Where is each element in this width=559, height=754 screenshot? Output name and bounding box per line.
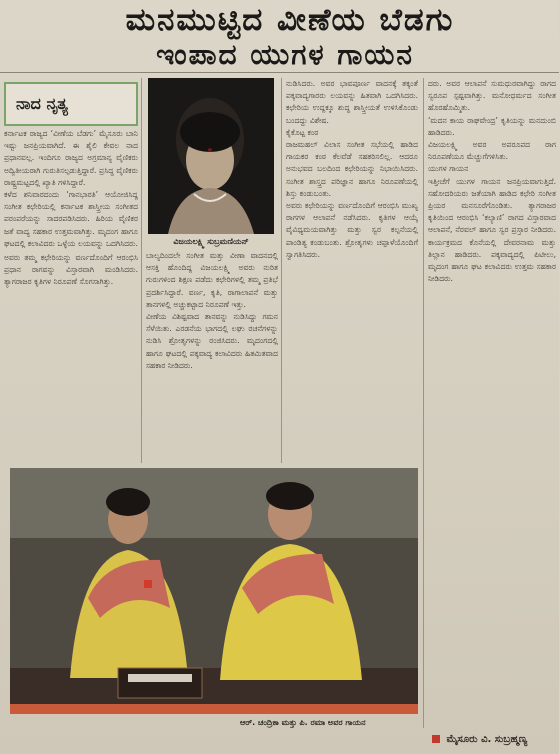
portrait-caption: ವಿಜಯಲಕ್ಷ್ಮಿ ಸುಬ್ರಮಣಿಯನ್ [173,237,249,246]
article-column-2 [146,250,278,462]
article-column-4 [428,78,556,728]
column-1-text: ಕರ್ನಾಟಕ ರಾಜ್ಯದ ‘ವೀಣೆಯ ಬೆಡಗು’ ಮೈಸೂರು ಬಾನಿ ಇಷ್ಟು ಜನಪ್ರಿಯವಾಗಿದೆ. ಈ ಶೈಲಿ ಕೇವಲ ನಾದ ಪ್ರಧಾನವಲ್ಲ. ಇಂದಿಗೂ ರಾಜ್ಯದ ಅಗ್ರಮಾನ್ಯ ವೈಣಿಕರು ಅದ್ವಿತೀಯರಾಗಿ ಗುರುತಿಸಲ್ಪಡುತ್ತಿದ್ದಾರೆ. ಪ್ರಸಿದ್ಧ ವೈಣಿಕರು ರಾಷ್ಟ್ರಮಟ್ಟದಲ್ಲಿ ಖ್ಯಾತಿ ಗಳಿಸಿದ್ದಾರೆ. ಕಳೆದ ಶನಿವಾರದಂದು ‘ಗಾನಭಾರತಿ’ ಆಯೋಜಿಸಿದ್ದ ಸಂಗೀತ ಕಛೇರಿಯಲ್ಲಿ ಕರ್ನಾಟಕ ಶಾಸ್ತ್ರೀಯ ಸಂಗೀತದ ಪರಂಪರೆಯನ್ನು ಸಾದರಪಡಿಸಿದರು. ಹಿರಿಯ ವೈಣಿಕರ ಜತೆ ವಾದ್ಯ ಸಹಕಾರ ಉತ್ತಮವಾಗಿತ್ತು. ಮೃದಂಗ ಹಾಗೂ ಘಟದಲ್ಲಿ ಕಲಾವಿದರು ಒಳ್ಳೆಯ ಲಯವನ್ನು ಒದಗಿಸಿದರು. [4,129,138,248]
section-label: ನಾದ ನೃತ್ಯ [16,94,68,113]
performance-photo [10,468,418,714]
byline [432,734,527,745]
photo-caption: ಆರ್. ಚಂದ್ರಿಕಾ ಮತ್ತು ಪಿ. ರಮಾ ಅವರ ಗಾಯನ [240,718,366,727]
column-1-text-lower: ಅವರು ತಮ್ಮ ಕಛೇರಿಯನ್ನು ವರ್ಣದೊಂದಿಗೆ ಆರಂಭಿಸಿ ಪ್ರಧಾನ ರಾಗವನ್ನು ವಿಸ್ತಾರವಾಗಿ ಮಂಡಿಸಿದರು. ತ್ಯಾಗರಾಜರ ಕೃತಿಗಳ ನಿರೂಪಣೆ ಸೊಗಸಾಗಿತ್ತು. [4,253,138,287]
column-divider [423,78,424,728]
header-divider [0,72,559,73]
article-column-1 [4,128,138,463]
byline-marker-icon [432,735,440,743]
portrait-photo [148,78,274,234]
headline: ಮನಮುಟ್ಟಿದ ವೀಣೆಯ ಬೆಡಗು [125,2,455,38]
column-4-text: ದರು. ಅವರ ಆಲಾಪನೆ ಸುಮಧುರವಾಗಿದ್ದು ರಾಗದ ಸ್ವರೂಪ ಸ್ಪಷ್ಟವಾಗಿತ್ತು. ಮನೋಧರ್ಮದ ಸಂಗೀತ ಹೊರಹೊಮ್ಮಿತು. ‘ಮದನ ಕಾಯ ರಾಘವೇಂದ್ರ’ ಕೃತಿಯನ್ನು ಮನದುಂಬಿ ಹಾಡಿದರು. ವಿಜಯಲಕ್ಷ್ಮಿ ಅವರ ಅಪರೂಪದ ರಾಗ ನಿರೂಪಣೆಯೂ ಮೆಚ್ಚುಗೆಗಳಿಸಿತು. ಯುಗಳ ಗಾಯನ ಇತ್ತೀಚೆಗೆ ಯುಗಳ ಗಾಯನ ಜನಪ್ರಿಯವಾಗುತ್ತಿದೆ. ಸಹೋದರಿಯರು ಜತೆಯಾಗಿ ಹಾಡಿದ ಕಛೇರಿ ಸಂಗೀತ ಪ್ರಿಯರ ಮನಸೂರೆಗೊಂಡಿತು. ತ್ಯಾಗರಾಜರ ಕೃತಿಯಿಂದ ಆರಂಭಿಸಿ ‘ಕಲ್ಯಾಣಿ’ ರಾಗದ ವಿಸ್ತಾರವಾದ ಆಲಾಪನೆ, ನೆರವಲ್ ಹಾಗೂ ಸ್ವರ ಪ್ರಸ್ತಾರ ನೀಡಿದರು. ಕಾರ್ಯಕ್ರಮದ ಕೊನೆಯಲ್ಲಿ ದೇವರನಾಮ ಮತ್ತು ತಿಲ್ಲಾನ ಹಾಡಿದರು. ಪಕ್ಕವಾದ್ಯದಲ್ಲಿ ಪಿಟೀಲು, ಮೃದಂಗ ಹಾಗೂ ಘಟ ಕಲಾವಿದರು ಉತ್ತಮ ಸಹಕಾರ ನೀಡಿದರು. [428,79,556,284]
subheadline: ಇಂಪಾದ ಯುಗಳ ಗಾಯನ [156,38,414,71]
column-3-text: ನುಡಿಸಿದರು. ಅವರ ಭಾವಪೂರ್ಣ ವಾದನಕ್ಕೆ ತಕ್ಕಂತೆ ಪಕ್ಕವಾದ್ಯಗಾರರು ಲಯವನ್ನು ಹಿತವಾಗಿ ಒದಗಿಸಿದರು. ಕಛೇರಿಯ ಉದ್ದಕ್ಕೂ ಶುದ್ಧ ಶಾಸ್ತ್ರೀಯತೆ ಉಳಿಸಿಕೊಂಡು ಬಂದದ್ದು ವಿಶೇಷ. ಕೈಕೊಟ್ಟ ಕಂಠ ರಾಜಮಹಲ್ ವಿಲಾಸ ಸಂಗೀತ ಸಭೆಯಲ್ಲಿ ಹಾಡಿದ ಗಾಯಕರ ಕಂಠ ಕೆಲವೆಡೆ ಸಹಕರಿಸಲಿಲ್ಲ. ಆದರೂ ಅನುಭವದ ಬಲದಿಂದ ಕಛೇರಿಯನ್ನು ನಿಭಾಯಿಸಿದರು. ಸಂಗೀತ ಶಾಸ್ತ್ರದ ಪರಿಜ್ಞಾನ ಹಾಗೂ ನಿರೂಪಣೆಯಲ್ಲಿ ಶಿಸ್ತು ಕಂಡುಬಂತು. ಅವರು ಕಛೇರಿಯನ್ನು ವರ್ಣದೊಂದಿಗೆ ಆರಂಭಿಸಿ ಮುಖ್ಯ ರಾಗಗಳ ಆಲಾಪನೆ ನಡೆಸಿದರು. ಕೃತಿಗಳ ಆಯ್ಕೆ ವೈವಿಧ್ಯಮಯವಾಗಿತ್ತು ಮತ್ತು ಸ್ವರ ಕಲ್ಪನೆಯಲ್ಲಿ ಪಾಂಡಿತ್ಯ ಕಂಡುಬಂತು. ಶ್ರೋತೃಗಳು ಚಪ್ಪಾಳೆಯೊಂದಿಗೆ ಸ್ವಾಗತಿಸಿದರು. [286,79,418,259]
byline-text: ಮೈಸೂರು ವಿ. ಸುಬ್ರಹ್ಮಣ್ಯ [446,734,528,745]
column-divider [141,78,142,463]
article-column-3 [286,78,418,463]
column-2-text: ಬಾಲ್ಯದಿಂದಲೇ ಸಂಗೀತ ಮತ್ತು ವೀಣಾ ವಾದನದಲ್ಲಿ ಆಸಕ್ತಿ ಹೊಂದಿದ್ದ ವಿಜಯಲಕ್ಷ್ಮಿ ಅವರು ನುರಿತ ಗುರುಗಳಿಂದ ಶಿಕ್ಷಣ ಪಡೆದು ಕಛೇರಿಗಳಲ್ಲಿ ತಮ್ಮ ಪ್ರತಿಭೆ ಪ್ರದರ್ಶಿಸಿದ್ದಾರೆ. ವರ್ಣ, ಕೃತಿ, ರಾಗಾಲಾಪನೆ ಮತ್ತು ತಾನಗಳಲ್ಲಿ ಅಚ್ಚುಕಟ್ಟಾದ ನಿರೂಪಣೆ ಇತ್ತು. ವೀಣೆಯ ವಿಶಿಷ್ಟವಾದ ತಾನವನ್ನು ನುಡಿಸಿದ್ದು ಗಮನ ಸೆಳೆಯಿತು. ಎರಡನೆಯ ಭಾಗದಲ್ಲಿ ಲಘು ರಚನೆಗಳನ್ನು ನುಡಿಸಿ ಶ್ರೋತೃಗಳನ್ನು ರಂಜಿಸಿದರು. ಮೃದಂಗದಲ್ಲಿ ಹಾಗೂ ಘಟದಲ್ಲಿ ಪಕ್ಕವಾದ್ಯ ಕಲಾವಿದರು ಹಿತಮಿತವಾದ ಸಹಕಾರ ನೀಡಿದರು. [146,251,278,370]
section-label-box [4,82,138,126]
column-divider [281,78,282,463]
